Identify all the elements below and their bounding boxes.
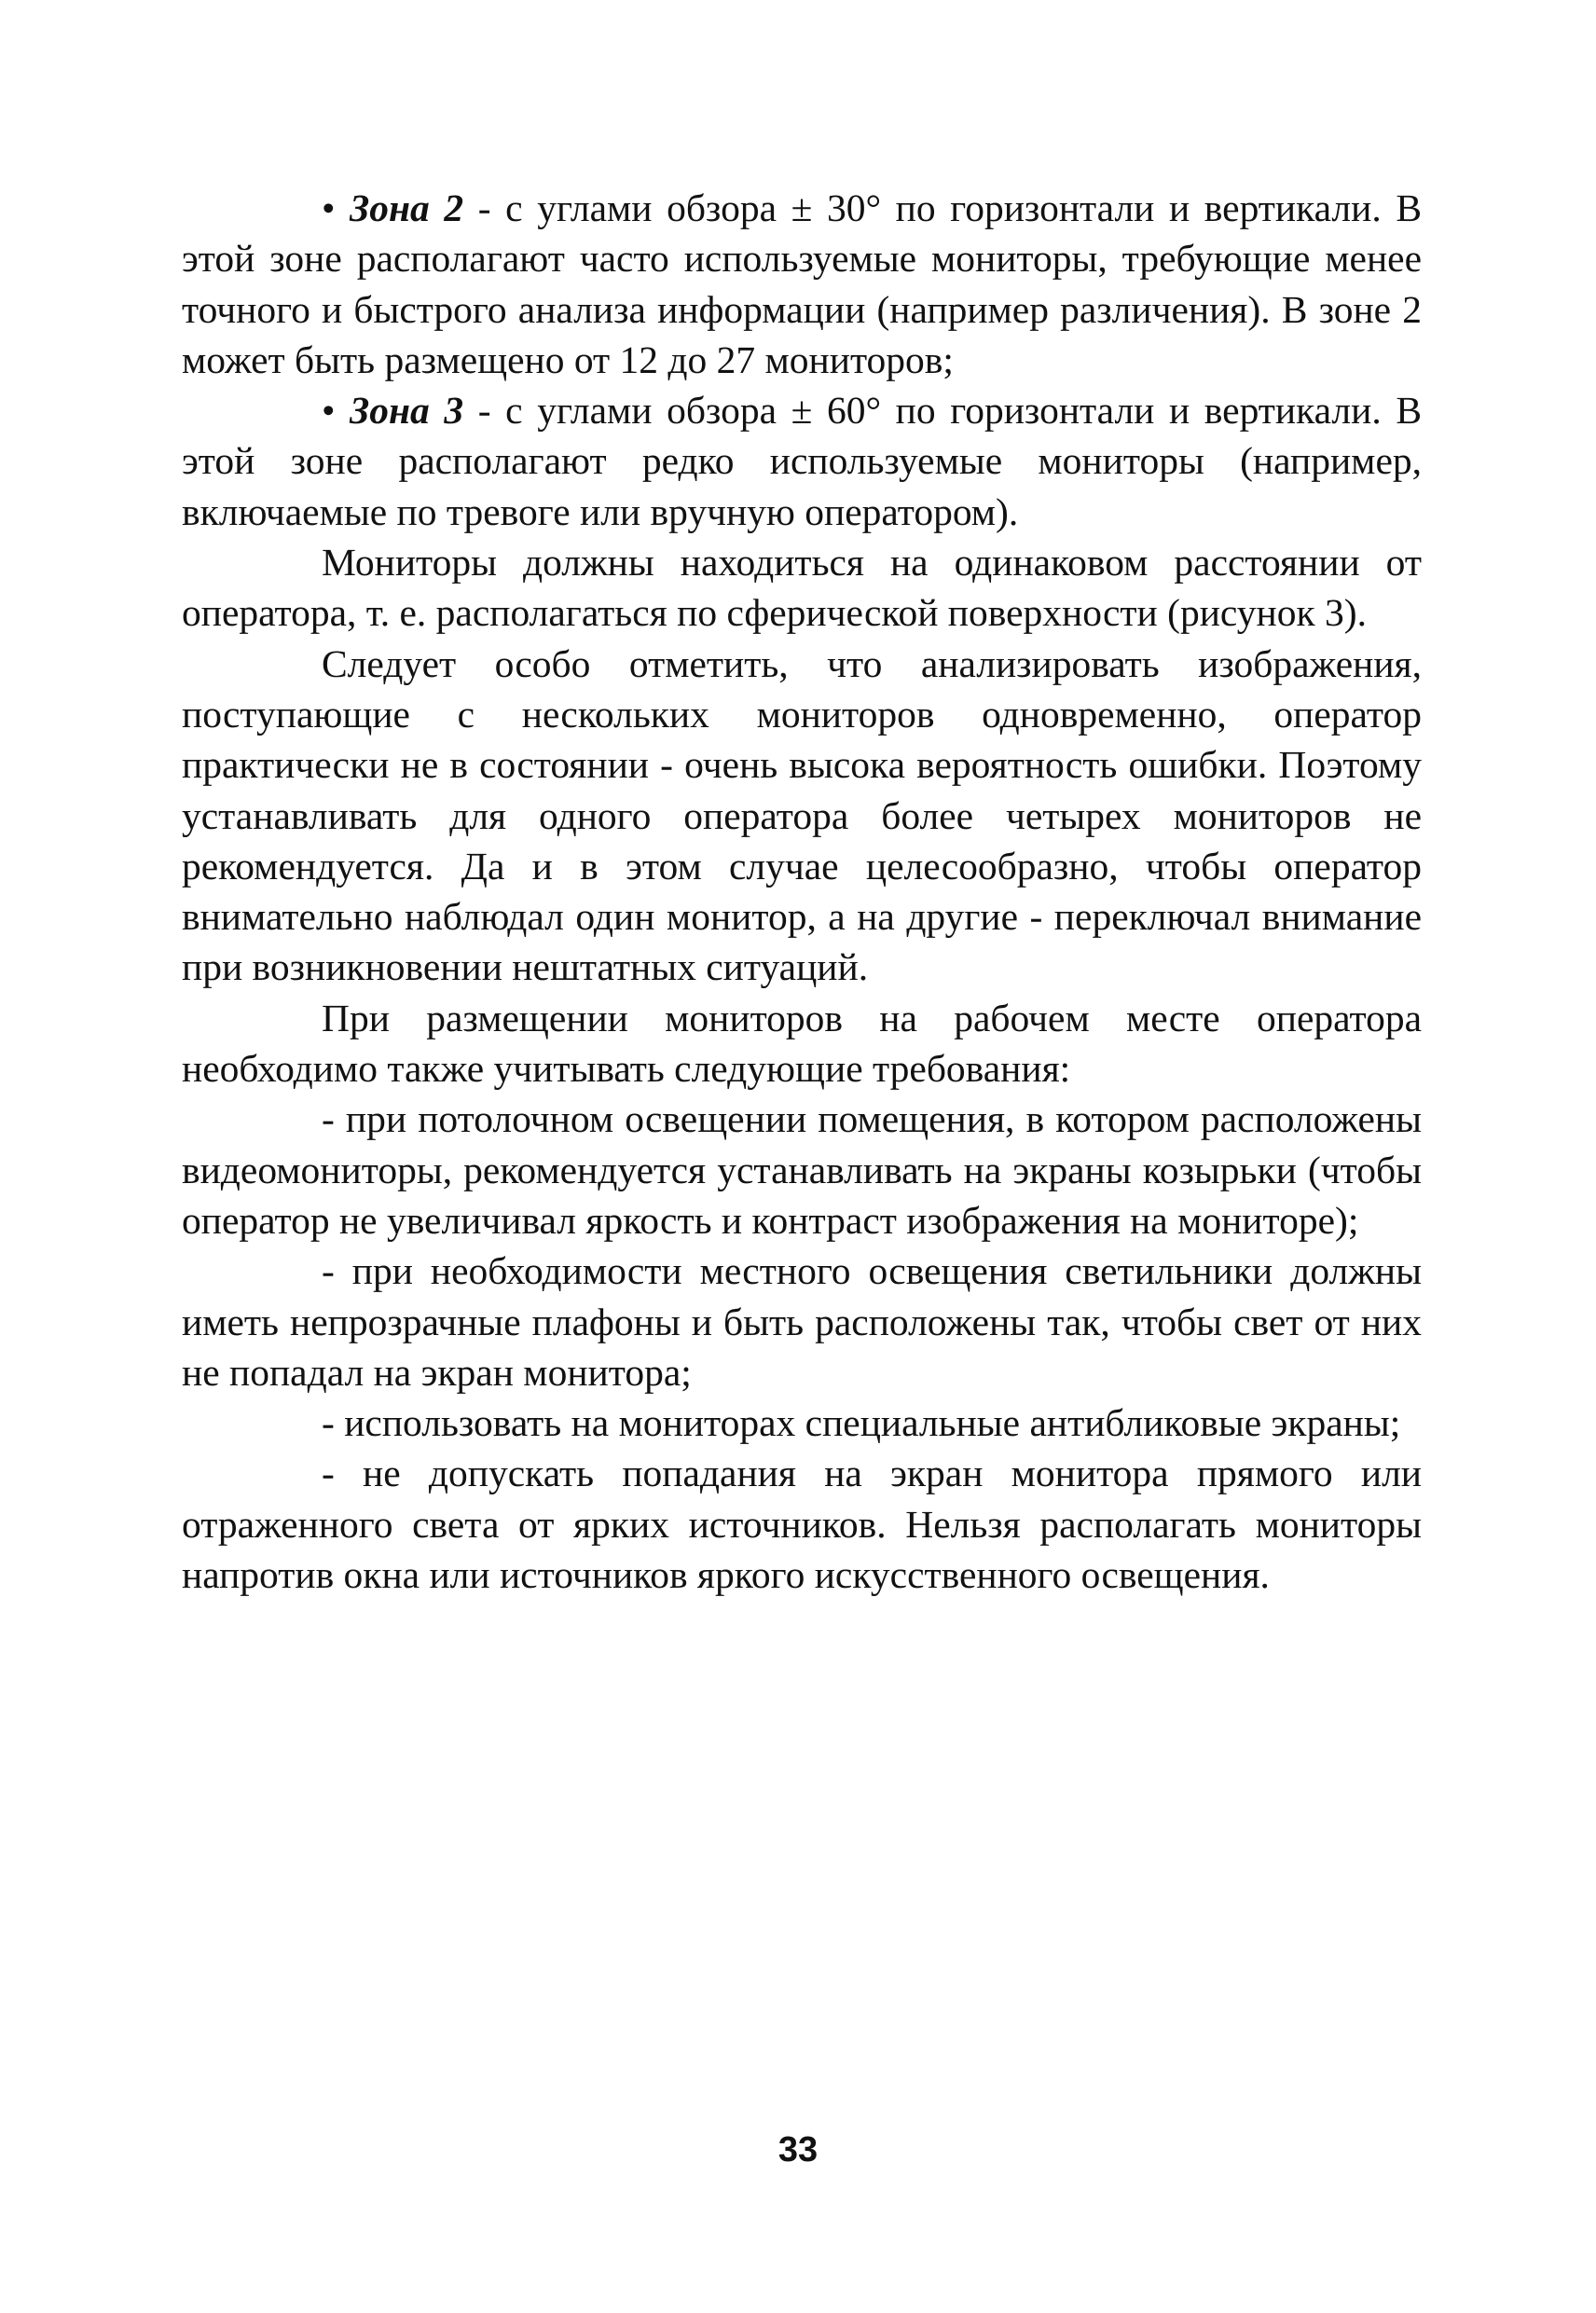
zone-2-label: Зона 2 (350, 186, 464, 229)
zone-3-label: Зона 3 (350, 389, 464, 433)
zone-2-text: - с углами обзора ± 30° по горизонтали и вертикали. В этой зоне располагают часто используемые мониторы, требующие менее точного и быстрого анализа информации (например различения). В зоне 2 может быть размещено от 12 до 27 мониторов; (182, 186, 1423, 381)
requirement-item: - не допускать попадания на экран монитора прямого или отраженного света от ярких источников. Нельзя располагать мониторы напротив окна или источников яркого искусственного освещения. (182, 1452, 1422, 1597)
paragraph-monitor-distance: Мониторы должны находиться на одинаковом расстоянии от оператора, т. е. располагаться по сферической поверхности (рисунок 3). (182, 541, 1422, 635)
bullet-icon: • (322, 389, 336, 433)
paragraph-operator-limits: Следует особо отметить, что анализировать изображения, поступающие с нескольких мониторов одновременно, оператор практически не в состоянии - очень высока вероятность ошибки. Поэтому устанавливать для одного оператора более четырех мониторов не рекомендуется. Да и в этом случае целесообразно, чтобы оператор внимательно наблюдал один монитор, а на другие - переключал внимание при возникновении нештатных ситуаций. (182, 641, 1422, 989)
zone-3-text: - с углами обзора ± 60° по горизонтали и вертикали. В этой зоне располагают редко используемые мониторы (например, включаемые по тревоге или вручную оператором). (182, 389, 1423, 533)
requirement-item: - использовать на мониторах специальные антибликовые экраны; (322, 1401, 1401, 1445)
zone-3-item (182, 385, 1422, 537)
paragraph-requirements-intro: При размещении мониторов на рабочем месте оператора необходимо также учитывать следующие требования: (182, 996, 1422, 1091)
page-number: 33 (777, 2130, 819, 2169)
bullet-icon: • (322, 186, 336, 229)
requirement-item: - при необходимости местного освещения светильники должны иметь непрозрачные плафоны и быть расположены так, чтобы свет от них не попадал на экран монитора; (182, 1249, 1422, 1394)
requirement-item: - при потолочном освещении помещения, в котором расположены видеомониторы, рекомендуется устанавливать на экраны козырьки (чтобы оператор не увеличивал яркость и контраст изображения на мониторе); (182, 1097, 1422, 1242)
zone-2-item (182, 183, 1422, 385)
body-text (182, 183, 1422, 1600)
